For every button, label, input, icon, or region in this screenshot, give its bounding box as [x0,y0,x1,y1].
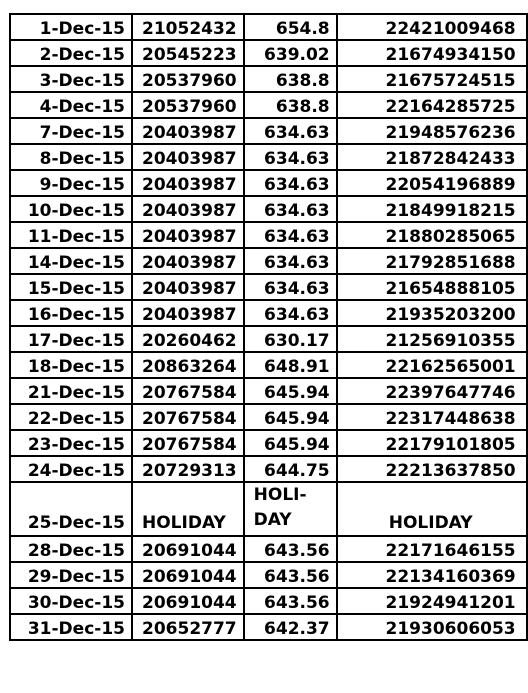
date-cell: 15-Dec-15 [10,274,132,300]
table-row [10,14,527,40]
value-cell: 21880285065 [337,222,527,248]
value-cell: 22213637850 [337,456,527,482]
date-cell: 1-Dec-15 [10,14,132,40]
date-cell: 24-Dec-15 [10,456,132,482]
daily-data-table [9,13,528,641]
volume-cell: 20403987 [132,248,244,274]
table-row [10,614,527,640]
date-cell: 4-Dec-15 [10,92,132,118]
date-cell: 8-Dec-15 [10,144,132,170]
table-row [10,536,527,562]
value-cell: 22397647746 [337,378,527,404]
value-cell: 22054196889 [337,170,527,196]
price-cell: 638.8 [244,92,337,118]
volume-cell: 20403987 [132,222,244,248]
volume-cell: 21052432 [132,14,244,40]
table-row [10,144,527,170]
table-row [10,378,527,404]
value-cell: 22162565001 [337,352,527,378]
price-cell: 654.8 [244,14,337,40]
date-cell: 9-Dec-15 [10,170,132,196]
value-cell: 22421009468 [337,14,527,40]
volume-cell: 20403987 [132,118,244,144]
price-cell: 634.63 [244,300,337,326]
volume-cell: 20403987 [132,170,244,196]
table-row [10,196,527,222]
value-cell: 22171646155 [337,536,527,562]
date-cell: 17-Dec-15 [10,326,132,352]
date-cell: 2-Dec-15 [10,40,132,66]
price-cell: 645.94 [244,378,337,404]
value-cell: 22317448638 [337,404,527,430]
table-row [10,222,527,248]
price-cell: 648.91 [244,352,337,378]
volume-cell: 20767584 [132,404,244,430]
date-cell: 31-Dec-15 [10,614,132,640]
value-cell: 21654888105 [337,274,527,300]
volume-cell: 20403987 [132,300,244,326]
value-cell: 21674934150 [337,40,527,66]
table-row [10,404,527,430]
table-row [10,456,527,482]
table-row [10,92,527,118]
value-cell: 21675724515 [337,66,527,92]
date-cell: 7-Dec-15 [10,118,132,144]
table-row [10,40,527,66]
volume-cell: 20863264 [132,352,244,378]
value-cell: 21792851688 [337,248,527,274]
volume-cell: 20767584 [132,378,244,404]
volume-cell: 20652777 [132,614,244,640]
table-row [10,118,527,144]
date-cell: 18-Dec-15 [10,352,132,378]
table-row [10,300,527,326]
price-cell: 634.63 [244,248,337,274]
volume-cell: 20691044 [132,536,244,562]
value-cell: 22134160369 [337,562,527,588]
price-cell: 645.94 [244,430,337,456]
price-cell: 645.94 [244,404,337,430]
value-cell: 21930606053 [337,614,527,640]
price-cell: 634.63 [244,222,337,248]
price-cell: 643.56 [244,588,337,614]
date-cell: 23-Dec-15 [10,430,132,456]
price-cell: 638.8 [244,66,337,92]
date-cell: 10-Dec-15 [10,196,132,222]
volume-cell: 20545223 [132,40,244,66]
price-cell: 639.02 [244,40,337,66]
volume-cell: 20729313 [132,456,244,482]
price-cell: 643.56 [244,562,337,588]
value-cell: 21948576236 [337,118,527,144]
price-cell: 634.63 [244,118,337,144]
table-row [10,430,527,456]
price-cell: 634.63 [244,274,337,300]
value-cell: HOLIDAY [337,482,527,536]
volume-cell: 20403987 [132,144,244,170]
price-cell: 634.63 [244,144,337,170]
date-cell: 22-Dec-15 [10,404,132,430]
price-cell: 634.63 [244,170,337,196]
volume-cell: 20691044 [132,588,244,614]
table-row [10,352,527,378]
value-cell: 21872842433 [337,144,527,170]
table-row [10,482,527,536]
volume-cell: 20767584 [132,430,244,456]
volume-cell: 20537960 [132,92,244,118]
price-cell: 642.37 [244,614,337,640]
price-cell: 644.75 [244,456,337,482]
volume-cell: 20691044 [132,562,244,588]
price-cell: HOLI- DAY [244,482,337,536]
value-cell: 22179101805 [337,430,527,456]
value-cell: 21849918215 [337,196,527,222]
date-cell: 25-Dec-15 [10,482,132,536]
table-row [10,588,527,614]
price-cell: 643.56 [244,536,337,562]
date-cell: 28-Dec-15 [10,536,132,562]
date-cell: 11-Dec-15 [10,222,132,248]
date-cell: 29-Dec-15 [10,562,132,588]
date-cell: 21-Dec-15 [10,378,132,404]
volume-cell: 20403987 [132,196,244,222]
date-cell: 16-Dec-15 [10,300,132,326]
table-row [10,66,527,92]
value-cell: 21935203200 [337,300,527,326]
table-row [10,326,527,352]
date-cell: 30-Dec-15 [10,588,132,614]
table-body [10,14,527,640]
price-cell: 634.63 [244,196,337,222]
volume-cell: 20537960 [132,66,244,92]
value-cell: 21924941201 [337,588,527,614]
volume-cell: 20260462 [132,326,244,352]
price-cell: 630.17 [244,326,337,352]
table-row [10,248,527,274]
volume-cell: HOLIDAY [132,482,244,536]
table-row [10,170,527,196]
volume-cell: 20403987 [132,274,244,300]
value-cell: 21256910355 [337,326,527,352]
table-row [10,274,527,300]
table-row [10,562,527,588]
date-cell: 3-Dec-15 [10,66,132,92]
value-cell: 22164285725 [337,92,527,118]
date-cell: 14-Dec-15 [10,248,132,274]
